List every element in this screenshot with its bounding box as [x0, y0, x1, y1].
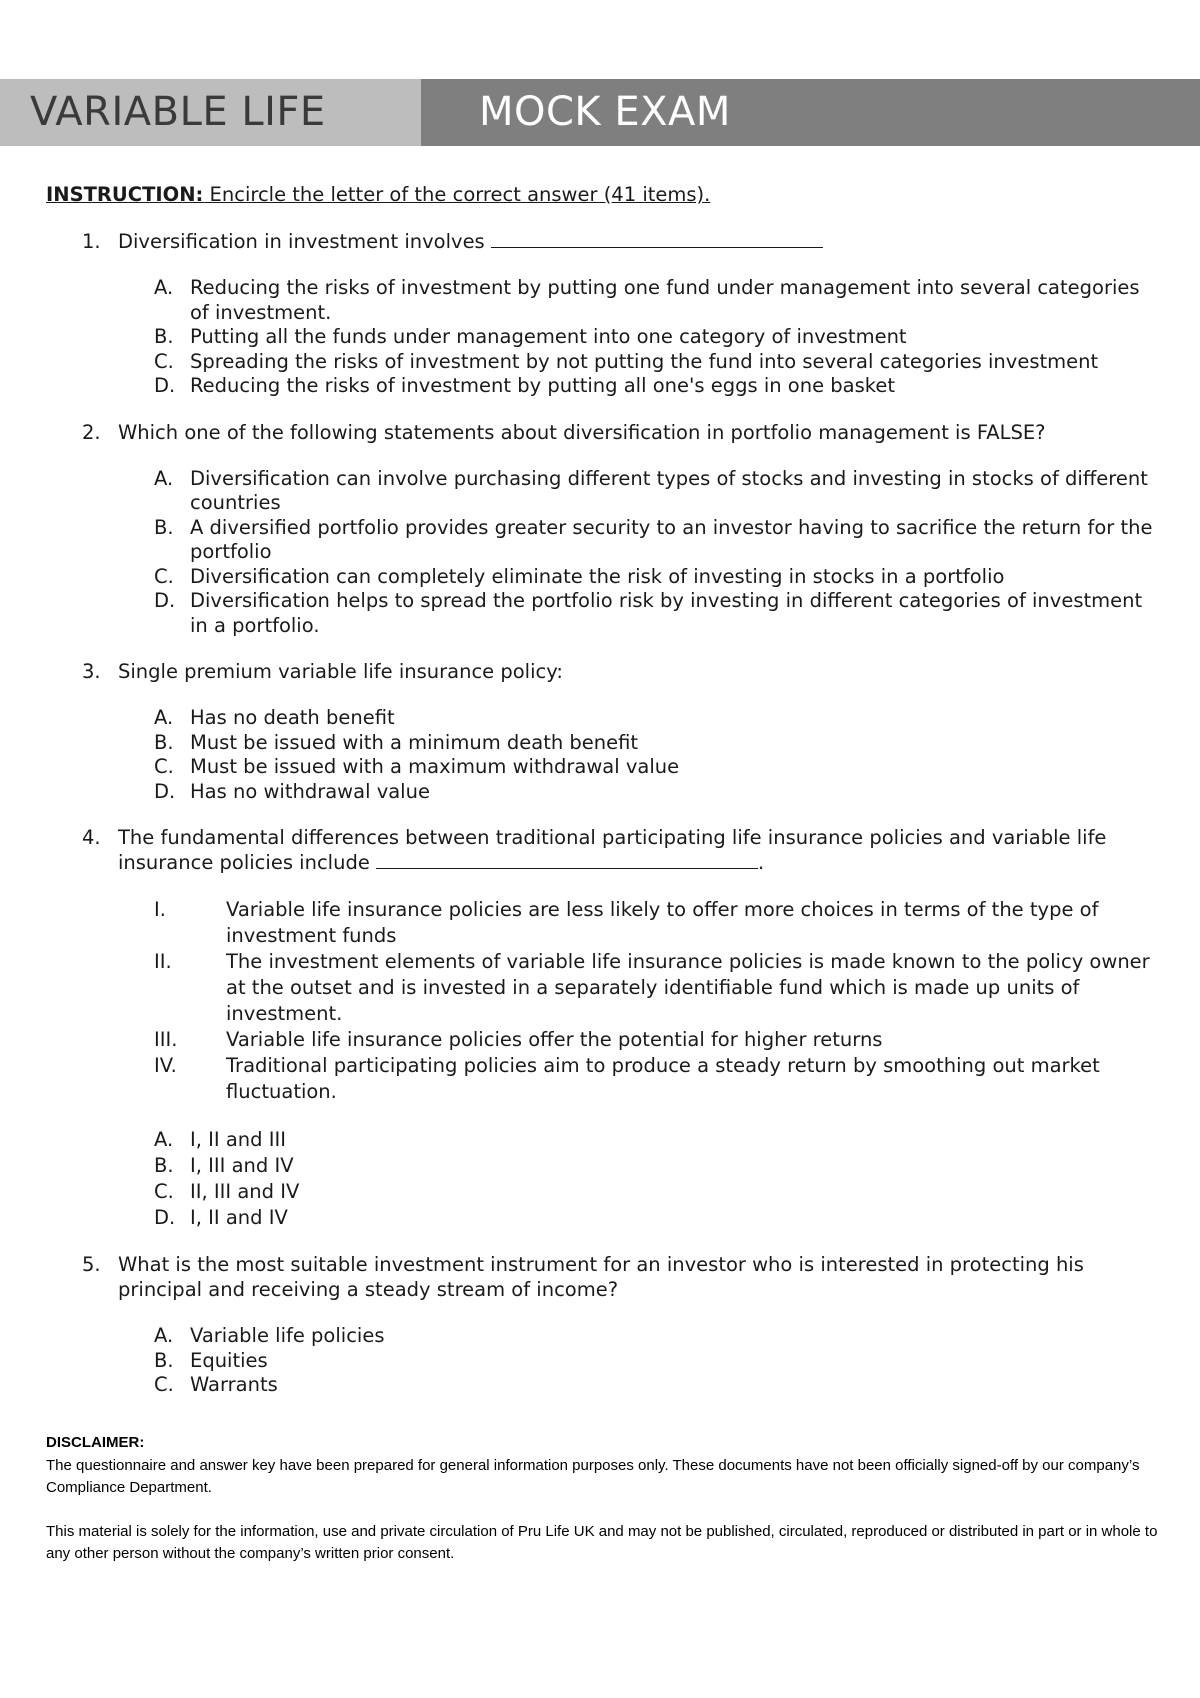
- option-letter: D.: [154, 589, 176, 612]
- statement: [154, 1053, 1156, 1105]
- option: [154, 350, 1156, 375]
- statement-numeral: IV.: [154, 1054, 177, 1077]
- option: [154, 467, 1156, 516]
- instruction-label: INSTRUCTION:: [46, 183, 204, 206]
- option: [154, 755, 1156, 780]
- option-text: Diversification can involve purchasing different types of stocks and investing in stocks of different countries: [190, 466, 1148, 514]
- option-letter: A.: [154, 1128, 174, 1151]
- header-right-panel: [421, 79, 1200, 146]
- question-3: [82, 659, 1156, 804]
- question-number: 1.: [82, 230, 101, 253]
- option-letter: B.: [154, 1348, 174, 1372]
- option-letter: B.: [154, 515, 174, 539]
- statement: [154, 897, 1156, 949]
- option-letter: A.: [154, 276, 174, 299]
- option-text: Has no death benefit: [190, 706, 395, 729]
- question-2: [82, 420, 1156, 639]
- option-letter: C.: [154, 349, 174, 373]
- option-text: I, II and IV: [190, 1206, 288, 1229]
- exam-type-title: MOCK EXAM: [479, 89, 731, 135]
- option-letter: A.: [154, 466, 174, 490]
- statement-text: Variable life insurance policies are less likely to offer more choices in terms of the type of investment funds: [226, 898, 1099, 947]
- statement-text: Traditional participating policies aim to produce a steady return by smoothing out market fluctuation.: [226, 1054, 1100, 1103]
- option-letter: B.: [154, 325, 174, 348]
- option-text: Putting all the funds under management into one category of investment: [190, 325, 907, 348]
- instruction: [46, 182, 1156, 208]
- option-text: II, III and IV: [190, 1180, 300, 1203]
- option: [154, 1179, 1156, 1205]
- statement-numeral: I.: [154, 898, 166, 921]
- option-letter: C.: [154, 564, 174, 588]
- option-text: Diversification helps to spread the portfolio risk by investing in different categories of investment in a portfolio.: [190, 589, 1143, 637]
- header-band: [0, 79, 1200, 146]
- option-text: Spreading the risks of investment by not putting the fund into several categories investment: [190, 349, 1099, 373]
- question-5: [82, 1252, 1156, 1398]
- options: [154, 467, 1156, 639]
- question-number: 2.: [82, 420, 101, 444]
- option-letter: D.: [154, 374, 176, 397]
- option: [154, 1349, 1156, 1374]
- question-number: 4.: [82, 826, 101, 849]
- disclaimer: [46, 1432, 1158, 1566]
- option-text: Reducing the risks of investment by putting one fund under management into several categories of investment.: [190, 276, 1140, 324]
- option-letter: A.: [154, 1324, 174, 1347]
- answer-blank: [491, 229, 823, 248]
- option-letter: C.: [154, 1373, 174, 1396]
- question-number: 3.: [82, 660, 101, 683]
- options: [154, 1127, 1156, 1231]
- option: [154, 276, 1156, 325]
- option-text: Must be issued with a maximum withdrawal value: [190, 755, 680, 778]
- option-letter: D.: [154, 779, 176, 803]
- option-letter: D.: [154, 1206, 176, 1229]
- question-1: [82, 229, 1156, 399]
- option: [154, 1373, 1156, 1398]
- option: [154, 1153, 1156, 1179]
- option-text: Equities: [190, 1348, 268, 1372]
- question-text: Diversification in investment involves: [118, 230, 491, 253]
- question-number: 5.: [82, 1253, 101, 1276]
- option: [154, 374, 1156, 399]
- disclaimer-title: DISCLAIMER:: [46, 1434, 145, 1451]
- exam-content: [46, 182, 1156, 1398]
- statement: [154, 1027, 1156, 1053]
- instruction-text: Encircle the letter of the correct answer (41 items).: [203, 183, 711, 206]
- option: [154, 565, 1156, 590]
- statement-text: The investment elements of variable life insurance policies is made known to the policy owner at the outset and is invested in a separately identifiable fund which is made up units of investment.: [226, 950, 1150, 1025]
- option-text: I, III and IV: [190, 1154, 294, 1177]
- statement-text: Variable life insurance policies offer the potential for higher returns: [226, 1028, 883, 1051]
- option: [154, 325, 1156, 350]
- option-letter: A.: [154, 706, 174, 729]
- statements: [154, 897, 1156, 1105]
- option: [154, 1324, 1156, 1349]
- option-letter: C.: [154, 755, 174, 778]
- option-text: Has no withdrawal value: [190, 779, 430, 803]
- option: [154, 731, 1156, 756]
- statement-numeral: III.: [154, 1028, 178, 1051]
- exam-category-title: VARIABLE LIFE: [30, 89, 326, 135]
- option-text: A diversified portfolio provides greater security to an investor having to sacrifice the return for the portfolio: [190, 515, 1153, 563]
- question-suffix: .: [758, 851, 765, 874]
- option-text: Warrants: [190, 1373, 278, 1396]
- option: [154, 589, 1156, 638]
- option-letter: B.: [154, 1154, 174, 1177]
- statement-numeral: II.: [154, 950, 172, 973]
- options: [154, 706, 1156, 804]
- question-4: [82, 825, 1156, 1231]
- question-text: The fundamental differences between traditional participating life insurance policies and variable life insurance policies include: [118, 826, 1107, 874]
- options: [154, 1324, 1156, 1398]
- option-text: I, II and III: [190, 1128, 286, 1151]
- options: [154, 276, 1156, 399]
- option-text: Must be issued with a minimum death benefit: [190, 730, 639, 754]
- option-letter: B.: [154, 730, 174, 754]
- option-text: Variable life policies: [190, 1324, 385, 1347]
- statement: [154, 949, 1156, 1027]
- option: [154, 780, 1156, 805]
- question-text: What is the most suitable investment instrument for an investor who is interested in protecting his principal and receiving a steady stream of income?: [118, 1253, 1084, 1301]
- disclaimer-paragraph-1: The questionnaire and answer key have been prepared for general information purposes only. These documents have not been officially signed-off by our company’s Compliance Department.: [46, 1456, 1140, 1496]
- disclaimer-paragraph-2: This material is solely for the information, use and private circulation of Pru Life UK and may not be published, circulated, reproduced or distributed in part or in whole to any other person without the company’s written prior consent.: [46, 1522, 1158, 1562]
- option: [154, 706, 1156, 731]
- option-text: Diversification can completely eliminate the risk of investing in stocks in a portfolio: [190, 564, 1005, 588]
- option: [154, 1205, 1156, 1231]
- option-letter: C.: [154, 1180, 174, 1203]
- question-text: Which one of the following statements about diversification in portfolio management is FALSE?: [118, 420, 1046, 444]
- option: [154, 1127, 1156, 1153]
- header-left-panel: [0, 79, 421, 146]
- option-text: Reducing the risks of investment by putting all one's eggs in one basket: [190, 374, 896, 397]
- question-text: Single premium variable life insurance policy:: [118, 660, 563, 683]
- option: [154, 516, 1156, 565]
- answer-blank: [376, 850, 758, 869]
